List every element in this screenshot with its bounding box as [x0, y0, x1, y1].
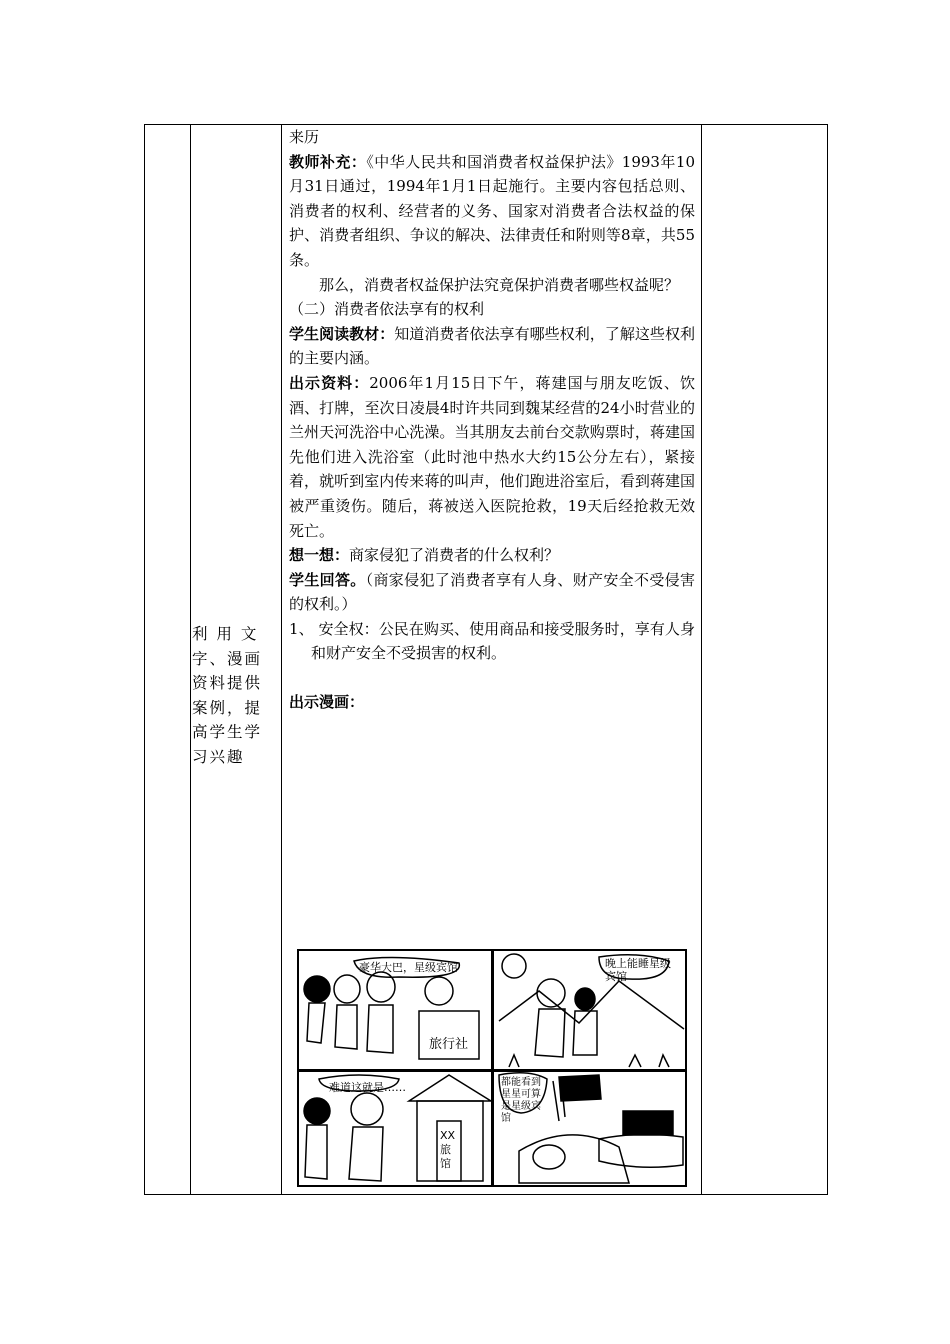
material-text: 2006年1月15日下午，蒋建国与朋友吃饭、饮酒、打牌，至次日凌晨4时许共同到魏某经营的24小时营业的兰州天河洗浴中心洗澡。当其朋友去前台交款购票时，蒋建国先他们进入洗浴室（此时池中热水大约15公分左右），紧接着，就听到室内传来蒋的叫声，他们跑进浴室后，看到蒋建国被严重烫伤。随后，蒋被送入医院抢救，19天后经抢救无效死亡。 — [289, 373, 695, 540]
comic-sign: 旅行社 — [429, 1037, 469, 1052]
comic-divider — [299, 1069, 685, 1072]
comic-strip — [297, 949, 687, 1187]
purpose-line: 利 用 文 — [192, 625, 259, 643]
purpose-line: 字、漫画 — [192, 649, 263, 668]
think — [289, 543, 695, 568]
section-heading: （二）消费者依法享有的权利 — [289, 300, 485, 319]
lesson-table — [144, 124, 828, 1195]
teacher-label: 教师补充： — [289, 152, 367, 171]
right-safety: 1、 安全权：公民在购买、使用商品和接受服务时，享有人身和财产安全不受损害的权利。 — [289, 619, 695, 663]
purpose-cell — [192, 622, 282, 769]
comic-bubble: 晚上能睡星级宾馆 — [605, 957, 671, 983]
comic-bubble: 难道这就是…… — [329, 1081, 406, 1094]
column-divider — [701, 125, 702, 1194]
purpose-line: 案例，提 — [192, 698, 263, 717]
comic-divider — [491, 951, 494, 1185]
answer-label: 学生回答。 — [289, 570, 366, 589]
student-reading — [289, 322, 695, 371]
answer — [289, 568, 695, 617]
material-label: 出示资料： — [289, 373, 370, 392]
think-text: 商家侵犯了消费者的什么权利？ — [349, 546, 560, 565]
student-read-label: 学生阅读教材： — [289, 324, 395, 343]
content-cell — [289, 125, 695, 715]
column-divider — [190, 125, 191, 1194]
question-text: 那么，消费者权益保护法究竟保护消费者哪些权益呢？ — [319, 275, 680, 294]
text-line: 来历 — [289, 128, 320, 146]
purpose-line: 高学生学 — [192, 723, 263, 741]
comic-sign: XX旅馆 — [440, 1129, 456, 1170]
teacher-supplement — [289, 150, 695, 273]
student-read-text: 知道消费者依法享有哪些权利，了解这些权利的主要内涵。 — [289, 324, 695, 368]
comic-label: 出示漫画： — [289, 693, 365, 712]
purpose-line: 习兴趣 — [192, 747, 245, 766]
comic-bubble: 都能看到星星可算是星级宾馆 — [501, 1077, 541, 1124]
comic-bubble: 豪华大巴，星级宾馆 — [359, 961, 458, 974]
teacher-text: 《中华人民共和国消费者权益保护法》1993年10月31日通过，1994年1月1日起施行。主要内容包括总则、消费者的权利、经营者的义务、国家对消费者合法权益的保护、消费者组织、争议的解决、法律责任和附则等8章，共55条。 — [289, 152, 695, 269]
material — [289, 371, 695, 543]
think-label: 想一想： — [289, 546, 350, 565]
purpose-line: 资料提供 — [192, 674, 263, 692]
answer-text: （商家侵犯了消费者享有人身、财产安全不受侵害的权利。） — [289, 570, 695, 614]
